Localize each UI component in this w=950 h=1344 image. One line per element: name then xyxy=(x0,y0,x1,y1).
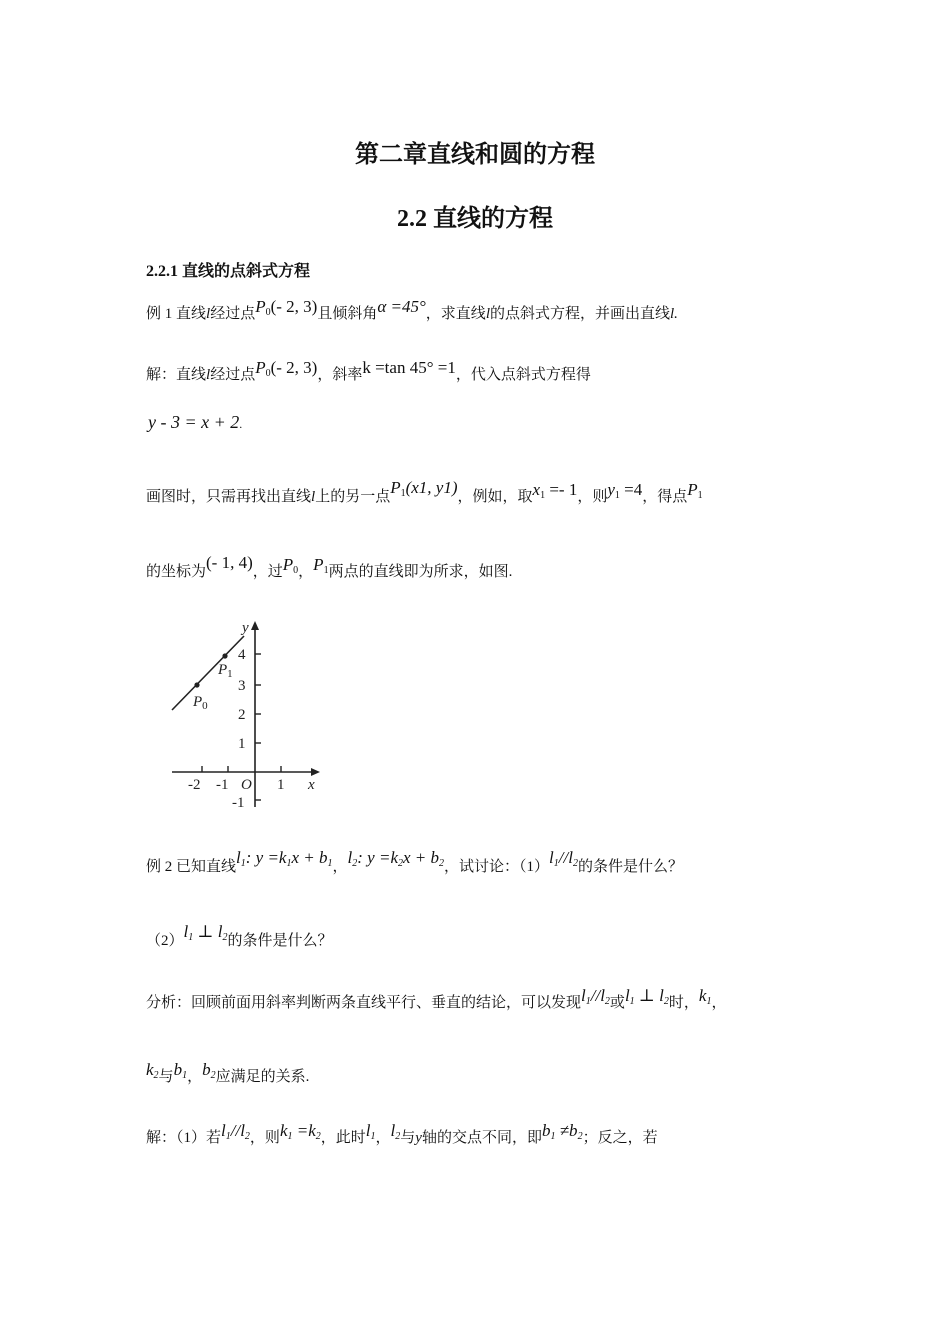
x-tick-1: 1 xyxy=(277,777,285,793)
line-graph-figure xyxy=(160,612,330,817)
p1-label: $P_1$ xyxy=(218,662,233,680)
x-axis-arrow xyxy=(311,768,320,776)
example-2: 例 2 已知直线$l_1$: $y =k_1x + b_1$，$l_2$: $y =k_2x + b_2$，试讨论：$(1)l_1//l_2$的条件是什么？ xyxy=(146,848,683,875)
p0-label: $P_0$ xyxy=(193,694,208,712)
y-axis-label: y xyxy=(242,620,249,636)
y-tick-3: 3 xyxy=(238,678,246,694)
point-p1 xyxy=(222,653,227,658)
subsection-title: 2.2.1 直线的点斜式方程 xyxy=(146,263,311,280)
solution-2: 解：（1）若$l_1//l_2$，则$k_1 =k_2$，此时$l_1$，$l_2$与y轴的交点不同，即$b_1 \ne b_2$；反之，若 xyxy=(146,1121,658,1146)
solution-1: 解：直线l经过点$P_0(-$ 2, 3)，斜率k =tan 45° =1，代入点斜式方程得 xyxy=(146,358,591,383)
example-1: 例 1 直线l经过点$P_0(-$ 2, 3)且倾斜角α =45°，求直线l的点斜式方程，并画出直线l. xyxy=(146,297,678,322)
example-2-part-2: $(2)l_1$ ⊥ $l_2$的条件是什么？ xyxy=(146,922,333,949)
y-tick-4: 4 xyxy=(238,647,246,663)
section-title: 2.2 直线的方程 xyxy=(397,206,553,232)
analysis-continued: $k_2$与$b_1$，$b_2$应满足的关系. xyxy=(146,1060,310,1085)
equation: y - 3 = x + 2. xyxy=(148,412,243,432)
analysis: 分析：回顾前面用斜率判断两条直线平行、垂直的结论，可以发现$l_1//l_2$或$l_1$ ⊥ $l_2$时，$k_1$， xyxy=(146,986,727,1011)
y-tick-2: 2 xyxy=(238,707,246,723)
x-axis-label: x xyxy=(308,777,315,793)
y-axis-arrow xyxy=(251,621,259,630)
y-tick-1: 1 xyxy=(238,736,246,752)
line-l xyxy=(172,636,244,710)
origin-label: O xyxy=(241,777,252,793)
paragraph-coords: 的坐标为(- 1, 4)，过$P_0$，$P_1$两点的直线即为所求，如图. xyxy=(146,553,513,580)
paragraph-find-point: 画图时，只需再找出直线l上的另一点$P_1(x1$, y1)，例如，取$x_1 =- 1$，则$y_1 =4$，得点$P_1$ xyxy=(146,478,703,505)
y-tick-neg1: -1 xyxy=(232,795,245,811)
point-p0 xyxy=(194,682,199,687)
chapter-title: 第二章直线和圆的方程 xyxy=(355,142,595,168)
x-tick-neg2: -2 xyxy=(188,777,201,793)
x-tick-neg1: -1 xyxy=(216,777,229,793)
